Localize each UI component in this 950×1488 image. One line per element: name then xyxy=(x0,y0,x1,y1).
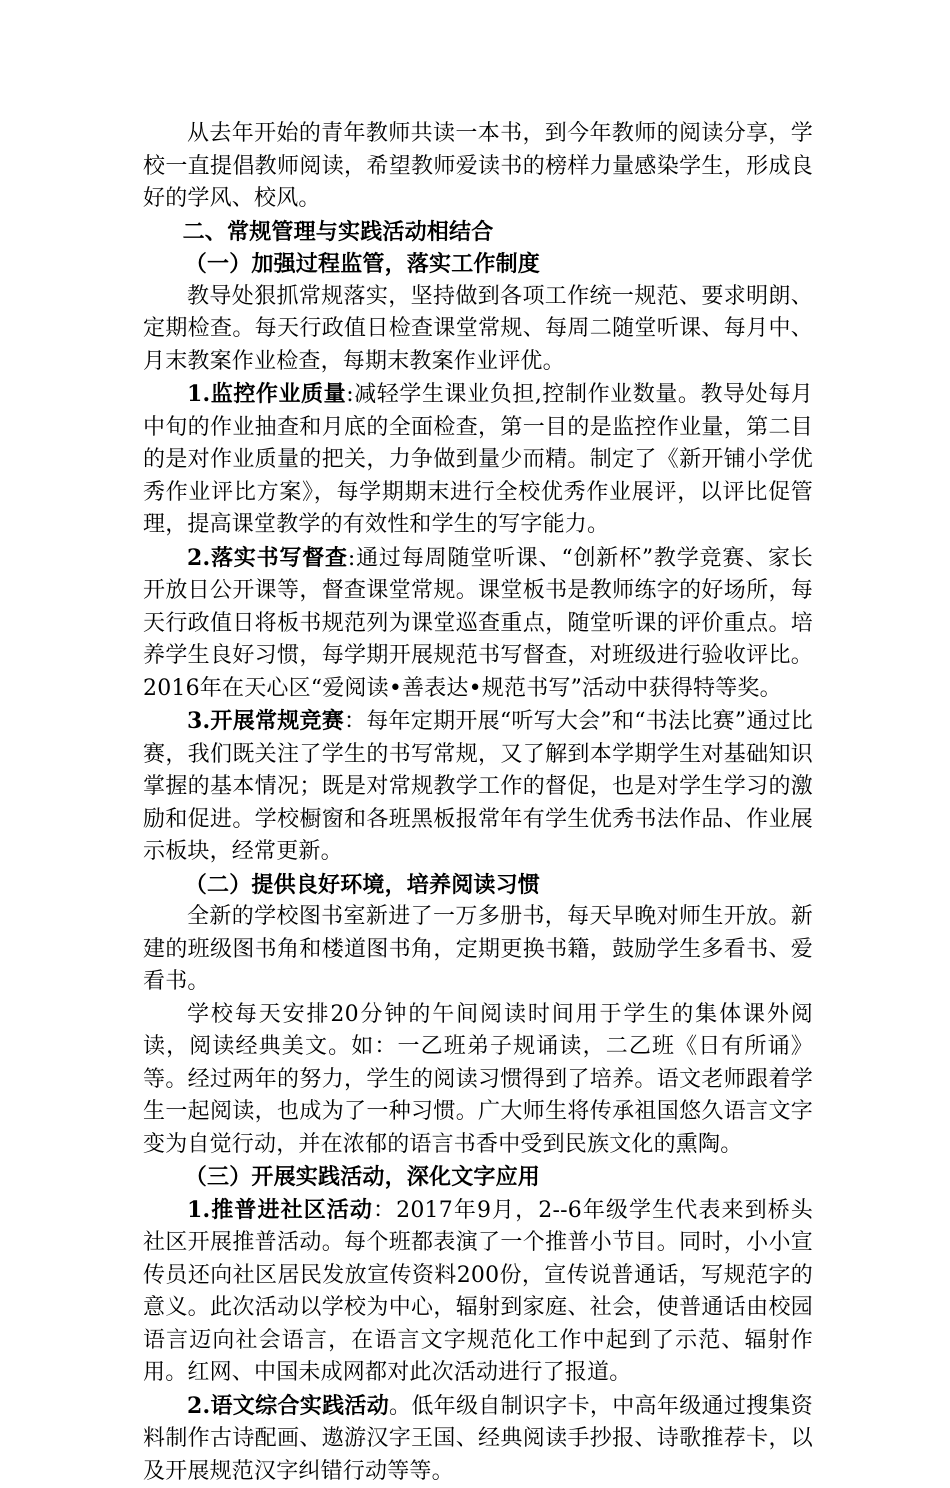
item-body-homework-quality: :减轻学生课业负担,控制作业数量。教导处每月中旬的作业抽查和月底的全面检查，第一目的是监控作业量，第二目的是对作业质量的把关，力争做到量少而精。制定了《新开铺小学优秀作业评比方案》，每学期期末进行全校优秀作业展评，以评比促管理，提高课堂教学的有效性和学生的写字能力。 xyxy=(143,382,813,537)
item-heading-community-activity: 1.推普进社区活动 xyxy=(187,1197,373,1223)
item-heading-writing-supervision: 2.落实书写督查 xyxy=(187,545,348,571)
document-body xyxy=(143,118,813,1488)
item-body-community-activity: ：2017年9月，2--6年级学生代表来到桥头社区开展推普活动。每个班都表演了一个推普小节目。同时，小小宣传员还向社区居民发放宣传资料200份，宣传说普通话，写规范字的意义。此次活动以学校为中心，辐射到家庭、社会，使普通话由校园语言迈向社会语言，在语言文字规范化工作中起到了示范、辐射作用。红网、中国未成网都对此次活动进行了报道。 xyxy=(143,1198,813,1386)
paragraph-homework-quality xyxy=(143,378,813,542)
paragraph-teacher-reading: 从去年开始的青年教师共读一本书，到今年教师的阅读分享，学校一直提倡教师阅读，希望教师爱读书的榜样力量感染学生，形成良好的学风、校风。 xyxy=(143,118,813,216)
paragraph-library: 全新的学校图书室新进了一万多册书，每天早晚对师生开放。新建的班级图书角和楼道图书角，定期更换书籍，鼓励学生多看书、爱看书。 xyxy=(143,901,813,999)
paragraph-community-activity xyxy=(143,1194,813,1390)
paragraph-chinese-practice xyxy=(143,1390,813,1488)
paragraph-routine-inspection: 教导处狠抓常规落实，坚持做到各项工作统一规范、要求明朗、定期检查。每天行政值日检查课堂常规、每周二随堂听课、每月中、月末教案作业检查，每期末教案作业评优。 xyxy=(143,281,813,379)
paragraph-writing-supervision xyxy=(143,542,813,706)
paragraph-noon-reading: 学校每天安排20分钟的午间阅读时间用于学生的集体课外阅读，阅读经典美文。如：一乙班弟子规诵读，二乙班《日有所诵》等。经过两年的努力，学生的阅读习惯得到了培养。语文老师跟着学生一起阅读，也成为了一种习惯。广大师生将传承祖国悠久语言文字变为自觉行动，并在浓郁的语言书香中受到民族文化的熏陶。 xyxy=(143,999,813,1162)
item-heading-routine-competition: 3.开展常规竞赛 xyxy=(187,708,344,734)
section-heading-routine-management: 二、常规管理与实践活动相结合 xyxy=(143,216,813,249)
subsection-heading-process-supervision: （一）加强过程监管，落实工作制度 xyxy=(143,248,813,281)
item-body-chinese-practice: 。低年级自制识字卡，中高年级通过搜集资料制作古诗配画、遨游汉字王国、经典阅读手抄报、诗歌推荐卡，以及开展规范汉字纠错行动等等。 xyxy=(143,1394,813,1484)
paragraph-routine-competition xyxy=(143,705,813,869)
item-body-writing-supervision: :通过每周随堂听课、“创新杯”教学竞赛、家长开放日公开课等，督查课堂常规。课堂板书是教师练字的好场所，每天行政值日将板书规范列为课堂巡查重点，随堂听课的评价重点。培养学生良好习惯，每学期开展规范书写督查，对班级进行验收评比。2016年在天心区“爱阅读•善表达•规范书写”活动中获得特等奖。 xyxy=(143,546,813,701)
subsection-heading-practice-activities: （三）开展实践活动，深化文字应用 xyxy=(143,1161,813,1194)
item-heading-chinese-practice: 2.语文综合实践活动 xyxy=(187,1393,389,1419)
item-body-routine-competition: ：每年定期开展“听写大会”和“书法比赛”通过比赛，我们既关注了学生的书写常规，又了解到本学期学生对基础知识掌握的基本情况；既是对常规教学工作的督促，也是对学生学习的激励和促进。学校橱窗和各班黑板报常年有学生优秀书法作品、作业展示板块，经常更新。 xyxy=(143,709,813,864)
subsection-heading-reading-environment: （二）提供良好环境，培养阅读习惯 xyxy=(143,869,813,902)
item-heading-homework-quality: 1.监控作业质量 xyxy=(187,381,346,407)
